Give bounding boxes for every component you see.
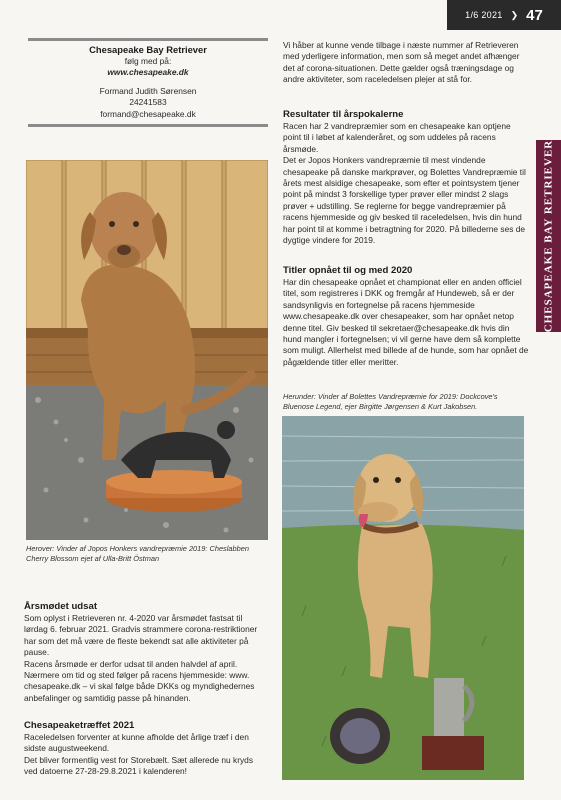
traef-paragraph-1: Raceledelsen forventer at kunne afholde det årlige træf i den sidste augustweekend.: [24, 732, 249, 754]
caption-right: Herunder: Vinder af Bolettes Vandrepræmie for 2019: Dockcove's Bluenose Legend, ejer Birgitte Jørgensen & Kurt Jakobsen.: [283, 392, 498, 411]
section-results: [283, 109, 529, 246]
page-number-tab: [447, 0, 561, 30]
titles-paragraph-1: Har din chesapeake opnået et championat eller en anden officiel titel, som registreres i DKK og fremgår af Hundeweb, så er der sandsynligvis en fortegnelse på racens hjemmeside www.chesapeake.dk over chesapeaker, som har opnået netop denne titel. Giv besked til sekretaer@chesapeake.dk hvis din hund mangler i fortegnelsen; vi vil gerne have dem så komplette som muligt. Allerhelst med billede af de hunde, som har opnået de pågældende titler eller meritter.: [283, 277, 529, 367]
contact-email[interactable]: formand@chesapeake.dk: [100, 108, 196, 119]
contact-chair: Formand Judith Sørensen: [99, 85, 197, 96]
intro-paragraph: Vi håber at kunne vende tilbage i næste nummer af Retrieveren med yderligere information, men som så meget andet afhænger det af corona-situationen. Dette gælder også træningsdage og andre aktiviteter, som raceledelsen plejer at stå for.: [283, 40, 520, 85]
heading-results: Resultater til årspokalerne: [283, 109, 404, 120]
aarsmode-paragraph-1: Som oplyst i Retrieveren nr. 4-2020 var årsmødet fastsat til lørdag 6. februar 2021. Gradvis strammere corona-restriktioner har som det må være de fleste bekendt sat alle aktiviteter på pause.: [24, 613, 258, 658]
caption-left: Herover: Vinder af Jopos Honkers vandrepræmie 2019: Cheslabben Cherry Blossom ejet af Ulla-Britt Östman: [26, 544, 249, 563]
contact-top-rule: [28, 38, 268, 41]
dog-trophy-photo: [26, 160, 268, 540]
heading-traef: Chesapeaketræffet 2021: [24, 720, 135, 731]
issue-number: 1/6 2021: [465, 10, 503, 20]
heading-titles: Titler opnået til og med 2020: [283, 265, 413, 276]
heading-aarsmode: Årsmødet udsat: [24, 601, 98, 612]
contact-follow: følg med på:: [124, 56, 172, 66]
section-aarsmode: [24, 601, 268, 704]
lab-trophy-photo: [282, 416, 524, 780]
photo-jopos-winner: [26, 160, 268, 540]
page-separator-icon: ❯: [510, 9, 519, 20]
section-titles: [283, 265, 529, 368]
contact-box: [28, 44, 268, 120]
contact-phone: 24241583: [129, 97, 167, 108]
contact-bottom-rule: [28, 124, 268, 127]
traef-paragraph-2: Det bliver formentlig vest for Storebælt. Sæt allerede nu kryds ved datoerne 27-28-29.8.2021 i kalenderen!: [24, 754, 254, 777]
aarsmode-paragraph-2: Racens årsmøde er derfor udsat til anden halvdel af april. Nærmere om tid og sted følger på racens hjemmeside: www. chesapeake.dk – vi skal følge både DKKs og myndighedernes anbefalinger og samtidig passe på hinanden.: [24, 658, 255, 703]
side-section-label: CHESAPEAKE BAY RETRIEVER: [542, 139, 555, 333]
results-paragraph-1: Racen har 2 vandrepræmier som en chesapeake kan optjene point til i løbet af kalenderåret, og som uddeles på racens årsmøde.: [283, 121, 511, 154]
section-traef: [24, 720, 268, 778]
page-number: 47: [526, 6, 543, 24]
contact-website[interactable]: www.chesapeake.dk: [107, 67, 189, 78]
contact-title: Chesapeake Bay Retriever: [89, 44, 207, 55]
side-section-tab: [536, 140, 561, 332]
results-paragraph-2: Det er Jopos Honkers vandrepræmie til mest vindende chesapeake på danske markprøver, og Bolettes Vandrepræmie til årets mest alsidige chesapeake, som efter et pointsystem tjener point på mindst 3 forskellige typer prøver eller mindst 2 slags prøver + udstilling. Se reglerne for begge vandrepræmier på racens hjemmeside og giv besked til raceledelsen, hvis din hund har point til at komme i betragtning for 2020. På billederne ses de dygtige vindere for 2019.: [283, 155, 526, 246]
photo-bolettes-winner: [282, 416, 524, 780]
